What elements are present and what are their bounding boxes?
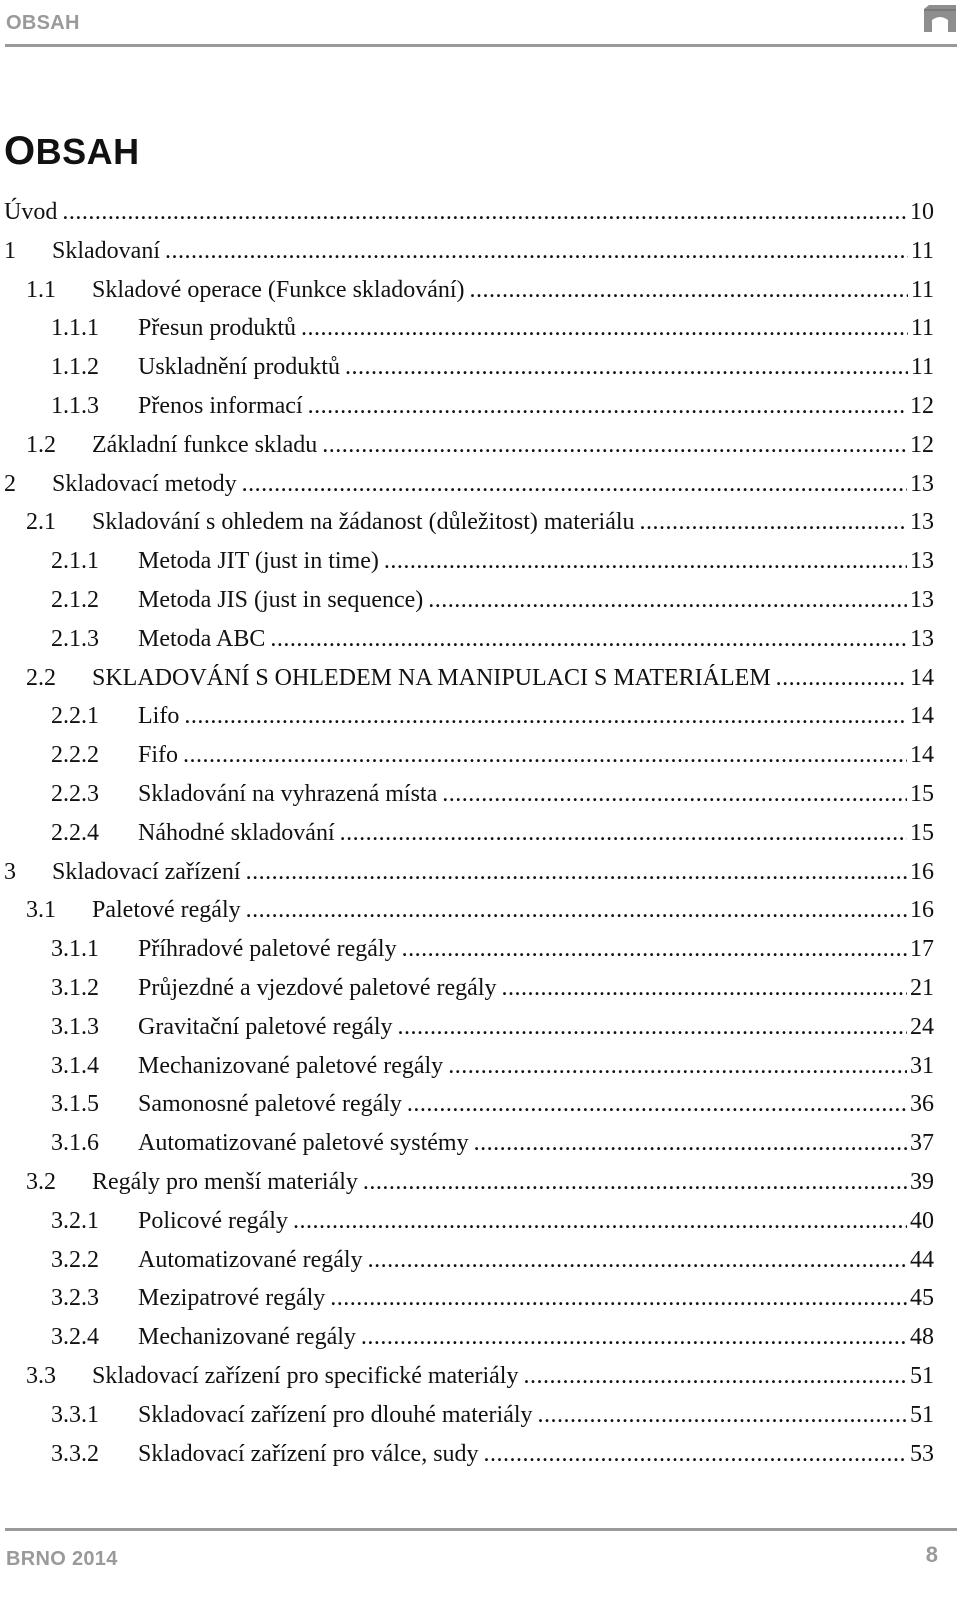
toc-entry-page: 48: [910, 1324, 934, 1351]
toc-entry[interactable]: [0, 1202, 934, 1241]
toc-entry-number: 3.1.5: [51, 1091, 99, 1118]
toc-dot-leader: [62, 193, 907, 232]
toc-entry-number: 3.2: [26, 1168, 56, 1195]
toc-entry-label: Skladovaní: [52, 237, 160, 264]
toc-entry-page: 12: [910, 431, 934, 458]
toc-entry-page: 14: [910, 703, 934, 730]
toc-entry-label: Skladovací zařízení pro specifické materiály: [92, 1362, 519, 1389]
toc-entry-number: 3.3: [26, 1362, 56, 1389]
toc-dot-leader: [484, 1435, 907, 1474]
toc-dot-leader: [308, 387, 907, 426]
toc-entry-label: Příhradové paletové regály: [138, 936, 397, 963]
toc-dot-leader: [538, 1396, 907, 1435]
toc-dot-leader: [246, 891, 907, 930]
running-header-title: OBSAH: [6, 12, 80, 34]
toc-entry[interactable]: [0, 387, 934, 426]
toc-entry-page: 13: [910, 586, 934, 613]
toc-entry-number: 2.2.4: [51, 819, 99, 846]
toc-entry-number: 1.2: [26, 431, 56, 458]
toc-entry-number: 3.1: [26, 897, 56, 924]
toc-entry-page: 16: [910, 858, 934, 885]
toc-entry-number: 1: [4, 237, 16, 264]
toc-entry[interactable]: [0, 1163, 934, 1202]
toc-entry-number: 1.1: [26, 276, 56, 303]
toc-dot-leader: [165, 232, 908, 271]
toc-list: [0, 193, 934, 1473]
toc-entry-number: 2.1: [26, 509, 56, 536]
toc-entry-label: Automatizované paletové systémy: [138, 1130, 469, 1157]
toc-entry[interactable]: [0, 775, 934, 814]
toc-entry-page: 36: [910, 1091, 934, 1118]
toc-entry[interactable]: [0, 1085, 934, 1124]
toc-dot-leader: [523, 1357, 907, 1396]
toc-entry[interactable]: [0, 697, 934, 736]
toc-dot-leader: [442, 775, 907, 814]
toc-entry-label: Skladové operace (Funkce skladování): [92, 276, 465, 303]
toc-entry-page: 13: [910, 548, 934, 575]
toc-title: [4, 131, 140, 171]
toc-entry-page: 51: [910, 1362, 934, 1389]
toc-entry-number: 3.2.4: [51, 1324, 99, 1351]
toc-dot-leader: [322, 426, 907, 465]
toc-entry[interactable]: [0, 930, 934, 969]
toc-dot-leader: [470, 271, 908, 310]
toc-entry-label: Gravitační paletové regály: [138, 1013, 393, 1040]
toc-entry[interactable]: [0, 1279, 934, 1318]
toc-entry-number: 1.1.1: [51, 315, 99, 342]
toc-dot-leader: [407, 1085, 907, 1124]
toc-entry-number: 2.2.3: [51, 780, 99, 807]
toc-entry-label: Skladování na vyhrazená místa: [138, 780, 438, 807]
toc-entry-number: 3.1.3: [51, 1013, 99, 1040]
toc-entry-page: 10: [910, 199, 934, 225]
toc-entry-number: 1.1.2: [51, 354, 99, 381]
toc-entry[interactable]: [0, 891, 934, 930]
toc-entry-label: Mechanizované regály: [138, 1324, 356, 1351]
toc-dot-leader: [361, 1318, 907, 1357]
toc-dot-leader: [184, 697, 907, 736]
toc-dot-leader: [640, 503, 907, 542]
toc-dot-leader: [246, 853, 907, 892]
toc-entry-number: 3.2.3: [51, 1285, 99, 1312]
toc-entry-page: 11: [910, 237, 934, 264]
toc-entry-label: Přesun produktů: [138, 315, 296, 342]
toc-entry[interactable]: [0, 1047, 934, 1086]
toc-entry[interactable]: [0, 620, 934, 659]
toc-entry-number: 3.2.1: [51, 1207, 99, 1234]
toc-entry-page: 37: [910, 1130, 934, 1157]
toc-entry-page: 51: [910, 1401, 934, 1428]
toc-entry-label: Policové regály: [138, 1207, 288, 1234]
toc-entry-number: 3.1.2: [51, 974, 99, 1001]
toc-entry[interactable]: [0, 969, 934, 1008]
toc-entry-number: 3.1.4: [51, 1052, 99, 1079]
toc-entry[interactable]: [0, 1008, 934, 1047]
toc-entry[interactable]: [0, 581, 934, 620]
toc-entry-label: Paletové regály: [92, 897, 241, 924]
toc-dot-leader: [402, 930, 907, 969]
toc-entry-number: 2.2: [26, 664, 56, 691]
toc-entry-number: 3: [4, 858, 16, 885]
toc-entry-label: Metoda JIS (just in sequence): [138, 586, 424, 613]
toc-entry-page: 24: [910, 1013, 934, 1040]
toc-entry-page: 12: [910, 392, 934, 419]
toc-entry-page: 15: [910, 780, 934, 807]
footer-page-number: 8: [925, 1542, 938, 1567]
toc-entry-number: 2.1.1: [51, 548, 99, 575]
toc-entry[interactable]: [0, 1435, 934, 1474]
toc-dot-leader: [428, 581, 907, 620]
toc-entry[interactable]: [0, 348, 934, 387]
toc-entry-page: 45: [910, 1285, 934, 1312]
toc-entry-number: 2.1.3: [51, 625, 99, 652]
toc-dot-leader: [242, 465, 907, 504]
toc-entry[interactable]: [0, 232, 934, 271]
toc-entry[interactable]: [0, 736, 934, 775]
toc-dot-leader: [301, 309, 908, 348]
toc-title-initial: O: [4, 129, 36, 173]
toc-dot-leader: [398, 1008, 907, 1047]
toc-entry-page: 13: [910, 509, 934, 536]
university-building-icon: [923, 2, 957, 34]
toc-entry-page: 21: [910, 974, 934, 1001]
toc-entry-page: 39: [910, 1168, 934, 1195]
toc-entry[interactable]: [0, 1318, 934, 1357]
toc-entry[interactable]: [0, 426, 934, 465]
toc-entry[interactable]: [0, 1357, 934, 1396]
toc-entry-label: Lifo: [138, 703, 180, 730]
toc-entry[interactable]: [0, 659, 934, 698]
footer-location-year: BRNO 2014: [6, 1548, 118, 1570]
toc-entry-page: 53: [910, 1440, 934, 1467]
toc-entry-page: 16: [910, 897, 934, 924]
toc-entry-label: Úvod: [4, 199, 58, 225]
toc-entry-label: Skladovací zařízení: [52, 858, 241, 885]
toc-entry[interactable]: [0, 542, 934, 581]
toc-dot-leader: [502, 969, 908, 1008]
toc-entry-label: Mezipatrové regály: [138, 1285, 326, 1312]
toc-dot-leader: [363, 1163, 907, 1202]
toc-entry-number: 3.1.1: [51, 936, 99, 963]
toc-entry-label: Automatizované regály: [138, 1246, 363, 1273]
toc-dot-leader: [776, 659, 907, 698]
toc-title-rest: BSAH: [35, 131, 140, 172]
toc-entry[interactable]: [0, 853, 934, 892]
toc-dot-leader: [384, 542, 907, 581]
toc-entry-page: 31: [910, 1052, 934, 1079]
page-header: [0, 0, 960, 48]
toc-entry-label: SKLADOVÁNÍ S OHLEDEM NA MANIPULACI S MATERIÁLEM: [92, 664, 771, 691]
toc-dot-leader: [183, 736, 907, 775]
toc-entry-number: 3.3.1: [51, 1401, 99, 1428]
toc-entry-number: 3.3.2: [51, 1440, 99, 1467]
page-footer: [0, 1520, 960, 1601]
toc-entry-label: Skladování s ohledem na žádanost (důležitost) materiálu: [92, 509, 635, 536]
toc-entry-number: 1.1.3: [51, 392, 99, 419]
toc-entry-page: 11: [910, 276, 934, 303]
toc-entry-label: Přenos informací: [138, 392, 303, 419]
toc-entry[interactable]: [0, 309, 934, 348]
toc-dot-leader: [474, 1124, 907, 1163]
toc-entry[interactable]: [0, 1241, 934, 1280]
toc-entry[interactable]: [0, 465, 934, 504]
toc-entry-label: Náhodné skladování: [138, 819, 335, 846]
toc-entry-number: 2: [4, 470, 16, 497]
toc-entry-label: Mechanizované paletové regály: [138, 1052, 444, 1079]
toc-entry[interactable]: [0, 1396, 934, 1435]
toc-dot-leader: [330, 1279, 907, 1318]
toc-entry-label: Skladovací metody: [52, 470, 237, 497]
toc-dot-leader: [293, 1202, 907, 1241]
toc-dot-leader: [448, 1047, 907, 1086]
toc-entry[interactable]: [0, 193, 934, 232]
toc-entry-number: 2.2.1: [51, 703, 99, 730]
toc-entry-page: 11: [910, 315, 934, 342]
toc-entry-label: Průjezdné a vjezdové paletové regály: [138, 974, 497, 1001]
toc-entry-page: 13: [910, 625, 934, 652]
toc-dot-leader: [368, 1241, 907, 1280]
toc-entry-number: 2.1.2: [51, 586, 99, 613]
toc-entry-page: 14: [910, 664, 934, 691]
toc-entry-page: 13: [910, 470, 934, 497]
toc-entry-label: Regály pro menší materiály: [92, 1168, 358, 1195]
footer-rule: [5, 1528, 957, 1531]
toc-entry-label: Metoda ABC: [138, 625, 266, 652]
toc-entry-page: 17: [910, 936, 934, 963]
toc-entry-page: 14: [910, 742, 934, 769]
toc-entry-label: Skladovací zařízení pro válce, sudy: [138, 1440, 479, 1467]
toc-entry-label: Základní funkce skladu: [92, 431, 318, 458]
toc-entry-label: Uskladnění produktů: [138, 354, 340, 381]
toc-entry-number: 3.1.6: [51, 1130, 99, 1157]
toc-entry[interactable]: [0, 503, 934, 542]
toc-entry-page: 11: [910, 354, 934, 381]
toc-entry-number: 3.2.2: [51, 1246, 99, 1273]
header-rule: [5, 44, 957, 47]
toc-entry-label: Skladovací zařízení pro dlouhé materiály: [138, 1401, 533, 1428]
toc-entry[interactable]: [0, 271, 934, 310]
toc-entry-page: 40: [910, 1207, 934, 1234]
toc-entry-label: Metoda JIT (just in time): [138, 548, 379, 575]
toc-entry-page: 44: [910, 1246, 934, 1273]
toc-entry[interactable]: [0, 814, 934, 853]
toc-entry-label: Fifo: [138, 742, 179, 769]
toc-entry-page: 15: [910, 819, 934, 846]
toc-dot-leader: [270, 620, 907, 659]
toc-entry[interactable]: [0, 1124, 934, 1163]
toc-entry-label: Samonosné paletové regály: [138, 1091, 402, 1118]
toc-entry-number: 2.2.2: [51, 742, 99, 769]
toc-dot-leader: [340, 814, 907, 853]
toc-dot-leader: [345, 348, 908, 387]
